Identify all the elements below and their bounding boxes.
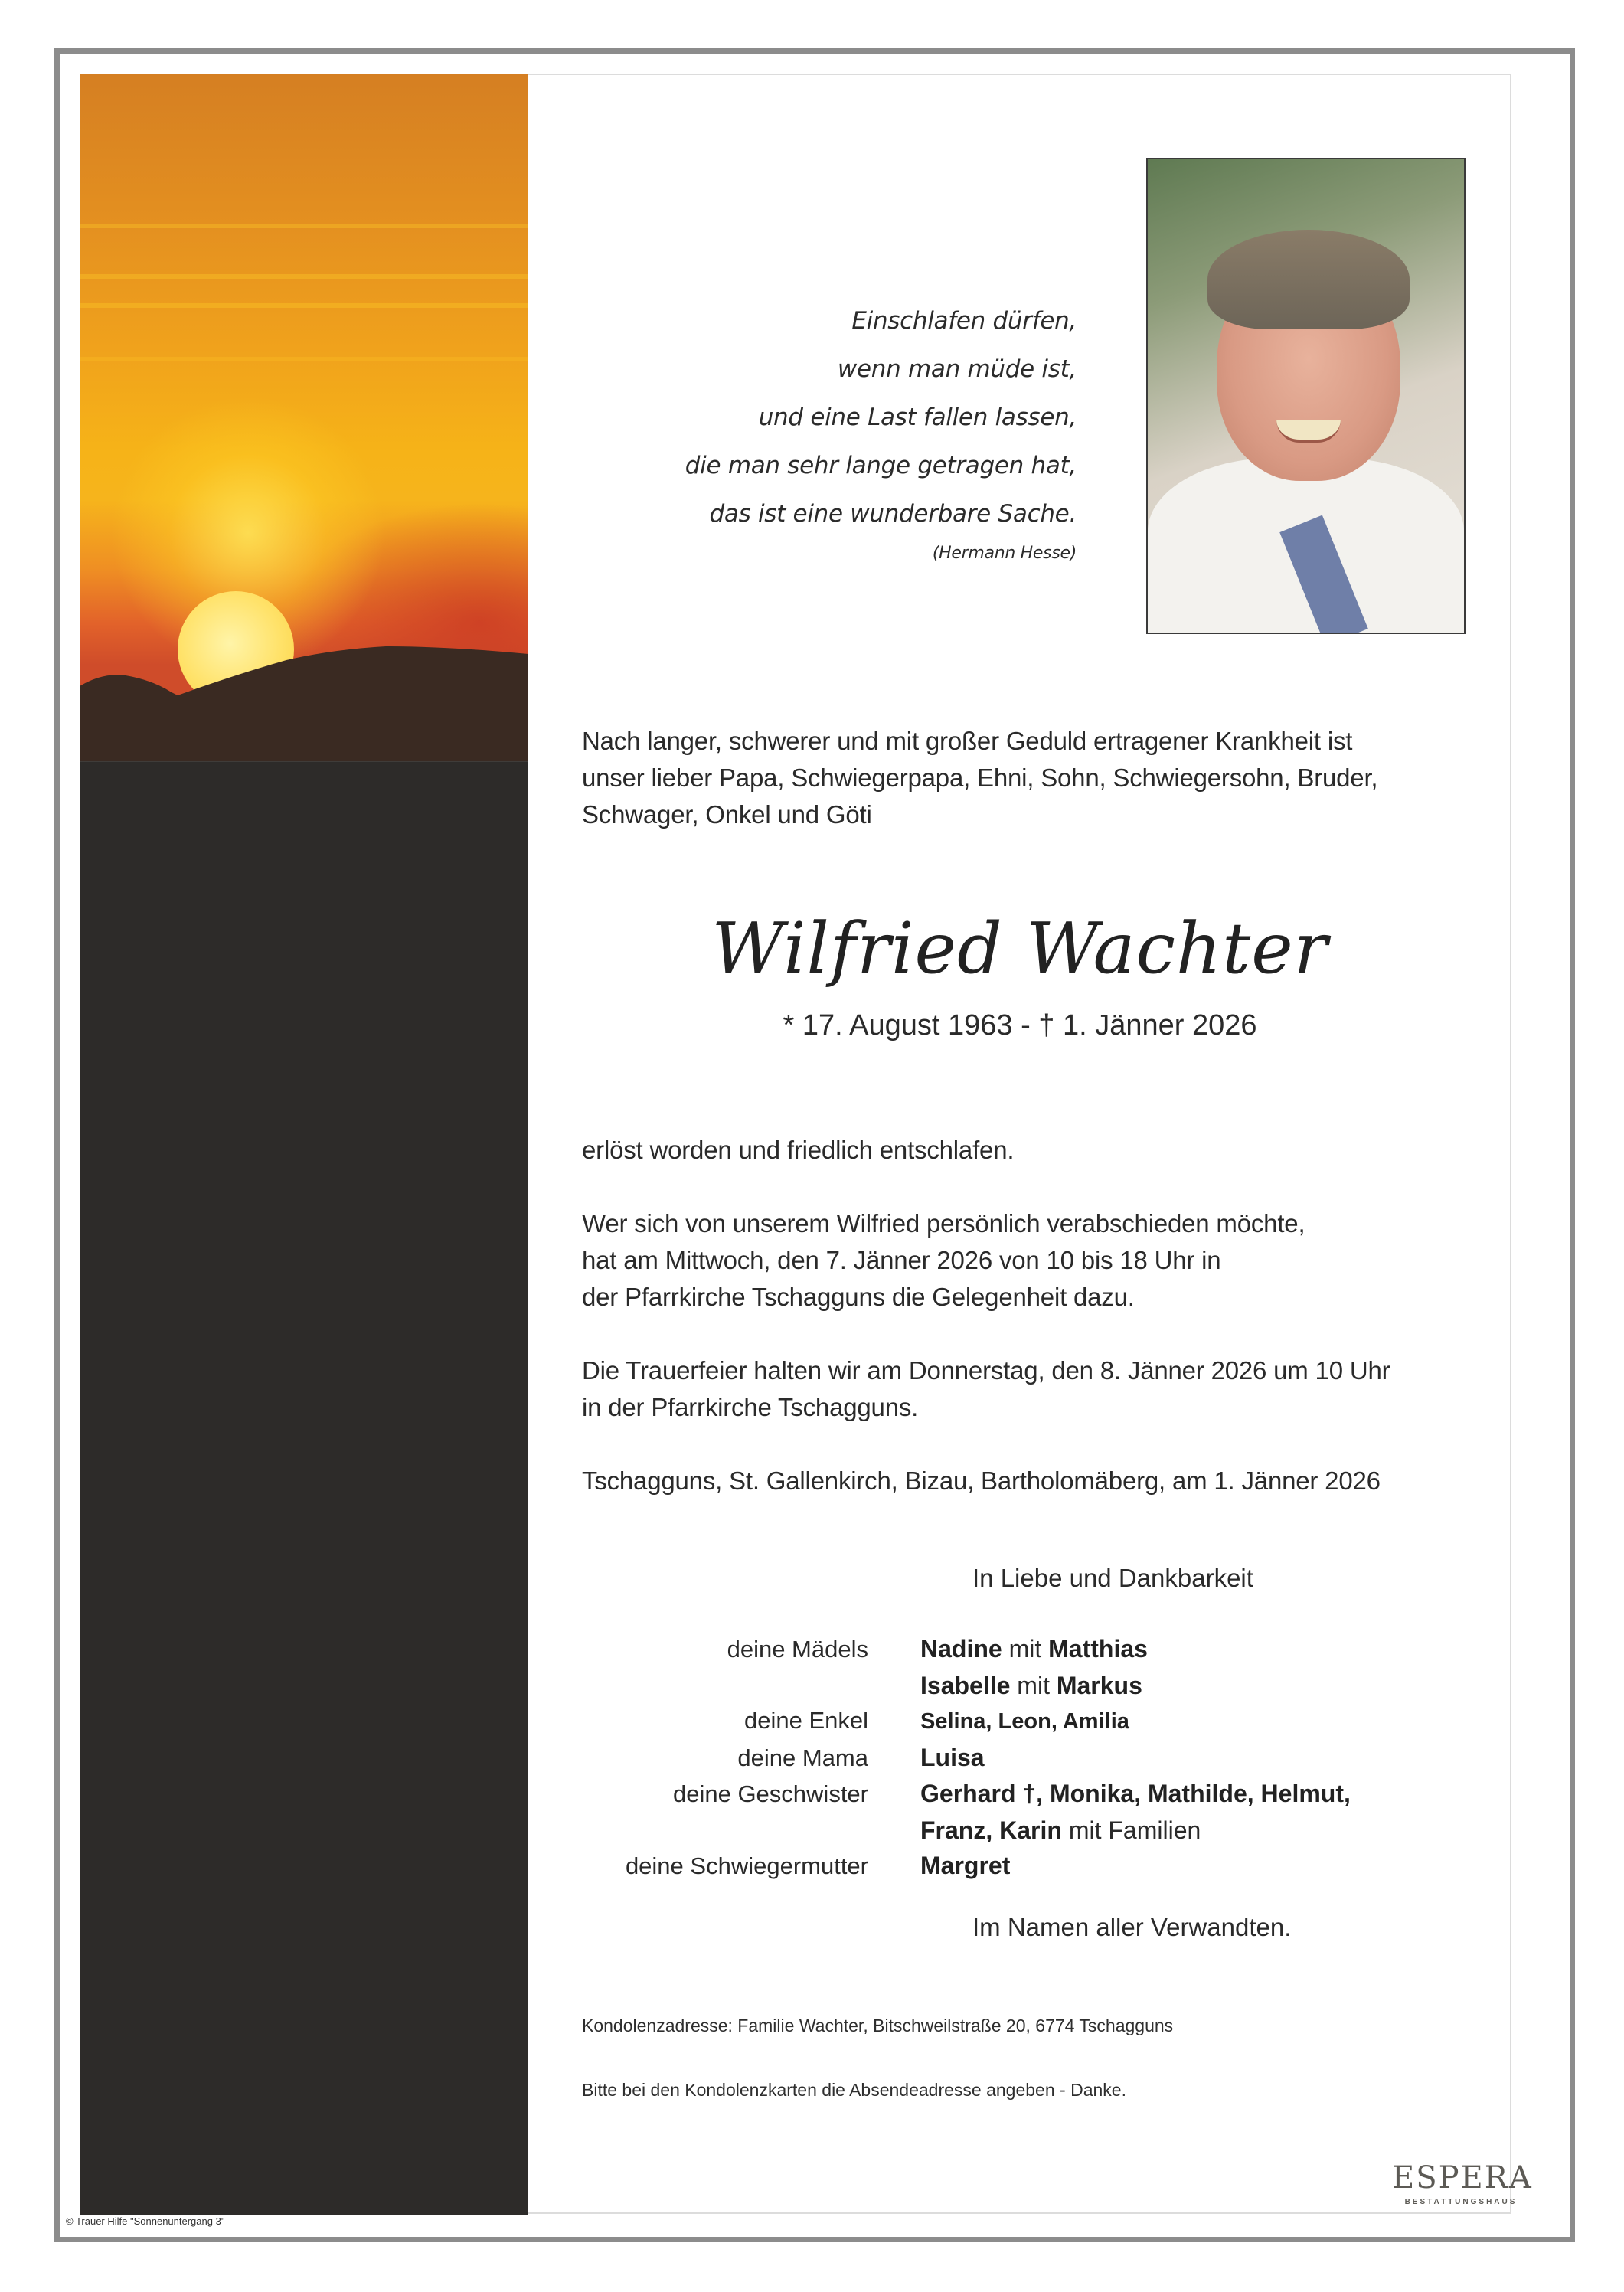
mourner-names: Isabelle mit Markus [920,1671,1142,1699]
paragraph-place-date [582,1463,1381,1499]
left-decor-column [80,74,528,2214]
mourner-names: Luisa [920,1743,985,1771]
mourner-row [582,1740,1508,1777]
intro-line: Nach langer, schwerer und mit großer Geduld ertragener Krankheit ist [582,727,1353,755]
text-line: erlöst worden und friedlich entschlafen. [582,1136,1015,1164]
life-dates: * 17. August 1963 - † 1. Jänner 2026 [783,1009,1257,1041]
intro-line: Schwager, Onkel und Göti [582,800,872,829]
intro-line: unser lieber Papa, Schwiegerpapa, Ehni, Sohn, Schwiegersohn, Bruder, [582,763,1378,792]
text-line: in der Pfarrkirche Tschagguns. [582,1393,919,1421]
mourners-list [582,1631,1508,1885]
sunset-image [80,74,528,761]
photo-hair [1207,230,1410,329]
image-credit: © Trauer Hilfe "Sonnenuntergang 3" [66,2215,225,2227]
mourner-row [582,1776,1508,1813]
quote-line: und eine Last fallen lassen, [758,404,1077,431]
logo-subtitle: BESTATTUNGSHAUS [1404,2198,1518,2206]
deceased-name: Wilfried Wachter [711,907,1328,989]
condolence-note: Bitte bei den Kondolenzkarten die Absendeadresse angeben - Danke. [582,2080,1126,2100]
relation-label: deine Mama [737,1744,868,1771]
quote-author: (Hermann Hesse) [932,544,1077,563]
mourner-row [582,1813,1508,1849]
paragraph-passing [582,1132,1014,1169]
paragraph-viewing [582,1205,1305,1316]
intro-text [582,723,1501,833]
relation-label: deine Enkel [743,1707,868,1734]
logo-brand: ESPERA [1392,2160,1533,2196]
mourner-row [582,1703,1508,1740]
mourner-names: Margret [920,1852,1011,1879]
text-line: Tschagguns, St. Gallenkirch, Bizau, Bartholomäberg, am 1. Jänner 2026 [582,1466,1381,1495]
quote-line: die man sehr lange getragen hat, [685,452,1077,479]
portrait-photo [1146,158,1466,634]
mourner-names: Selina, Leon, Amilia [920,1709,1129,1734]
mountain-silhouette [80,74,528,761]
relation-label: deine Geschwister [672,1780,868,1807]
relation-label: deine Mädels [727,1636,868,1663]
text-line: hat am Mittwoch, den 7. Jänner 2026 von 10 bis 18 Uhr in [582,1246,1221,1274]
mourner-names: Gerhard †, Monika, Mathilde, Helmut, [920,1780,1351,1807]
relation-label: deine Schwiegermutter [625,1852,868,1879]
quote-line: das ist eine wunderbare Sache. [709,500,1077,528]
mourner-names: Franz, Karin mit Familien [920,1816,1201,1844]
text-line: der Pfarrkirche Tschagguns die Gelegenheit dazu. [582,1283,1135,1311]
mourners-heading: In Liebe und Dankbarkeit [972,1564,1253,1592]
mourner-names: Nadine mit Matthias [920,1635,1148,1663]
quote-line: wenn man müde ist, [837,355,1077,383]
closing-line: Im Namen aller Verwandten. [972,1913,1292,1941]
condolence-address: Kondolenzadresse: Familie Wachter, Bitschweilstraße 20, 6774 Tschagguns [582,2016,1174,2035]
text-line: Wer sich von unserem Wilfried persönlich verabschieden möchte, [582,1209,1305,1238]
dark-panel [80,761,528,2215]
mourner-row [582,1848,1508,1885]
mourner-row [582,1668,1508,1704]
poem-quote [685,297,1077,569]
quote-line: Einschlafen dürfen, [851,307,1077,335]
mourner-row [582,1631,1508,1668]
funeral-home-logo [1392,2160,1533,2206]
text-line: Die Trauerfeier halten wir am Donnerstag, den 8. Jänner 2026 um 10 Uhr [582,1356,1390,1385]
paragraph-funeral [582,1352,1390,1426]
